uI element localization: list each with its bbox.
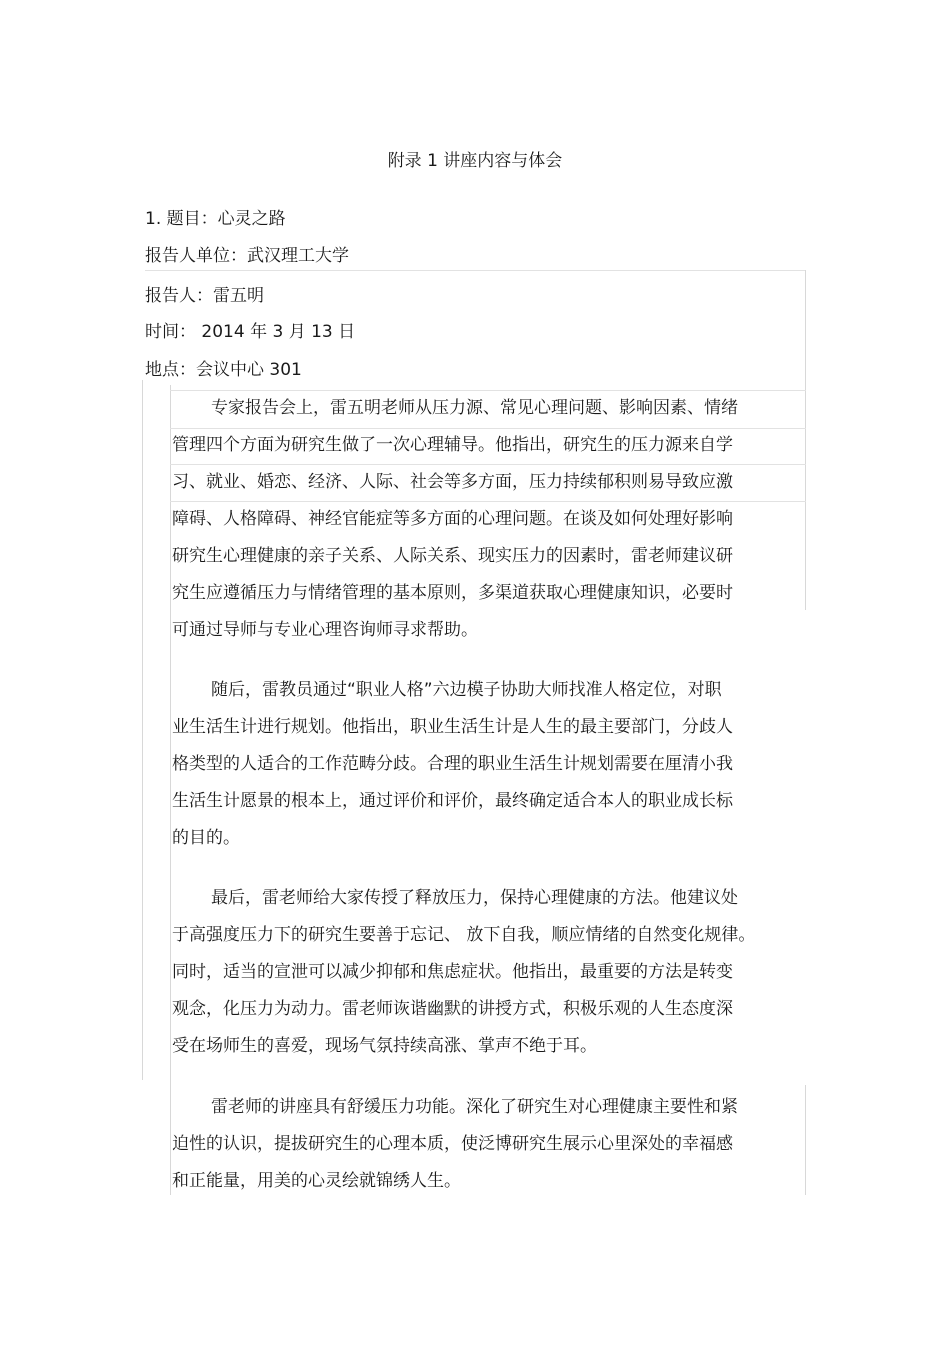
meta-location: 地点：会议中心 301 xyxy=(145,360,302,380)
paragraph-line: 业生活生计进行规划。他指出，职业生活生计是人生的最主要部门，分歧人 xyxy=(172,717,733,737)
meta-time: 时间： 2014 年 3 月 13 日 xyxy=(145,322,356,342)
paragraph-line: 最后，雷老师给大家传授了释放压力，保持心理健康的方法。他建议处 xyxy=(211,888,738,908)
scan-line-4 xyxy=(170,501,806,502)
scan-line-2 xyxy=(170,428,806,429)
scan-border-left xyxy=(142,380,143,1080)
paragraph-line: 研究生心理健康的亲子关系、人际关系、现实压力的因素时，雷老师建议研 xyxy=(172,546,733,566)
scan-line-1 xyxy=(170,390,806,391)
paragraph-line: 随后，雷教员通过“职业人格”六边模子协助大师找准人格定位，对职 xyxy=(211,680,722,700)
paragraph-line: 的目的。 xyxy=(172,828,240,848)
paragraph-line: 观念，化压力为动力。雷老师诙谐幽默的讲授方式，积极乐观的人生态度深 xyxy=(172,999,733,1019)
scan-border-right xyxy=(805,270,806,610)
meta-topic: 1. 题目：心灵之路 xyxy=(145,209,286,229)
paragraph-line: 习、就业、婚恋、经济、人际、社会等多方面，压力持续郁积则易导致应激 xyxy=(172,472,733,492)
page-title: 附录 1 讲座内容与体会 xyxy=(387,151,563,171)
paragraph-line: 同时，适当的宣泄可以减少抑郁和焦虑症状。他指出，最重要的方法是转变 xyxy=(172,962,733,982)
paragraph-line: 可通过导师与专业心理咨询师寻求帮助。 xyxy=(172,620,478,640)
paragraph-line: 格类型的人适合的工作范畴分歧。合理的职业生活生计规划需要在厘清小我 xyxy=(172,754,733,774)
meta-organization: 报告人单位：武汉理工大学 xyxy=(145,246,349,266)
paragraph-line: 和正能量，用美的心灵绘就锦绣人生。 xyxy=(172,1171,461,1191)
scan-border-inner-left xyxy=(170,385,171,1195)
meta-speaker: 报告人：雷五明 xyxy=(145,286,264,306)
paragraph-line: 受在场师生的喜爱，现场气氛持续高涨、掌声不绝于耳。 xyxy=(172,1036,597,1056)
paragraph-line: 管理四个方面为研究生做了一次心理辅导。他指出，研究生的压力源来自学 xyxy=(172,435,733,455)
paragraph-line: 生活生计愿景的根本上，通过评价和评价，最终确定适合本人的职业成长标 xyxy=(172,791,733,811)
paragraph-line: 于高强度压力下的研究生要善于忘记、 放下自我，顺应情绪的自然变化规律。 xyxy=(172,925,756,945)
scan-border-top xyxy=(145,270,805,271)
paragraph-line: 障碍、人格障碍、神经官能症等多方面的心理问题。在谈及如何处理好影响 xyxy=(172,509,733,529)
scan-line-3 xyxy=(170,464,806,465)
paragraph-line: 迫性的认识，提拔研究生的心理本质，使泛博研究生展示心里深处的幸福感 xyxy=(172,1134,733,1154)
scan-border-right-lower xyxy=(805,1085,806,1195)
paragraph-line: 专家报告会上，雷五明老师从压力源、常见心理问题、影响因素、情绪 xyxy=(211,398,738,418)
paragraph-line: 雷老师的讲座具有舒缓压力功能。深化了研究生对心理健康主要性和紧 xyxy=(211,1097,738,1117)
paragraph-line: 究生应遵循压力与情绪管理的基本原则，多渠道获取心理健康知识，必要时 xyxy=(172,583,733,603)
